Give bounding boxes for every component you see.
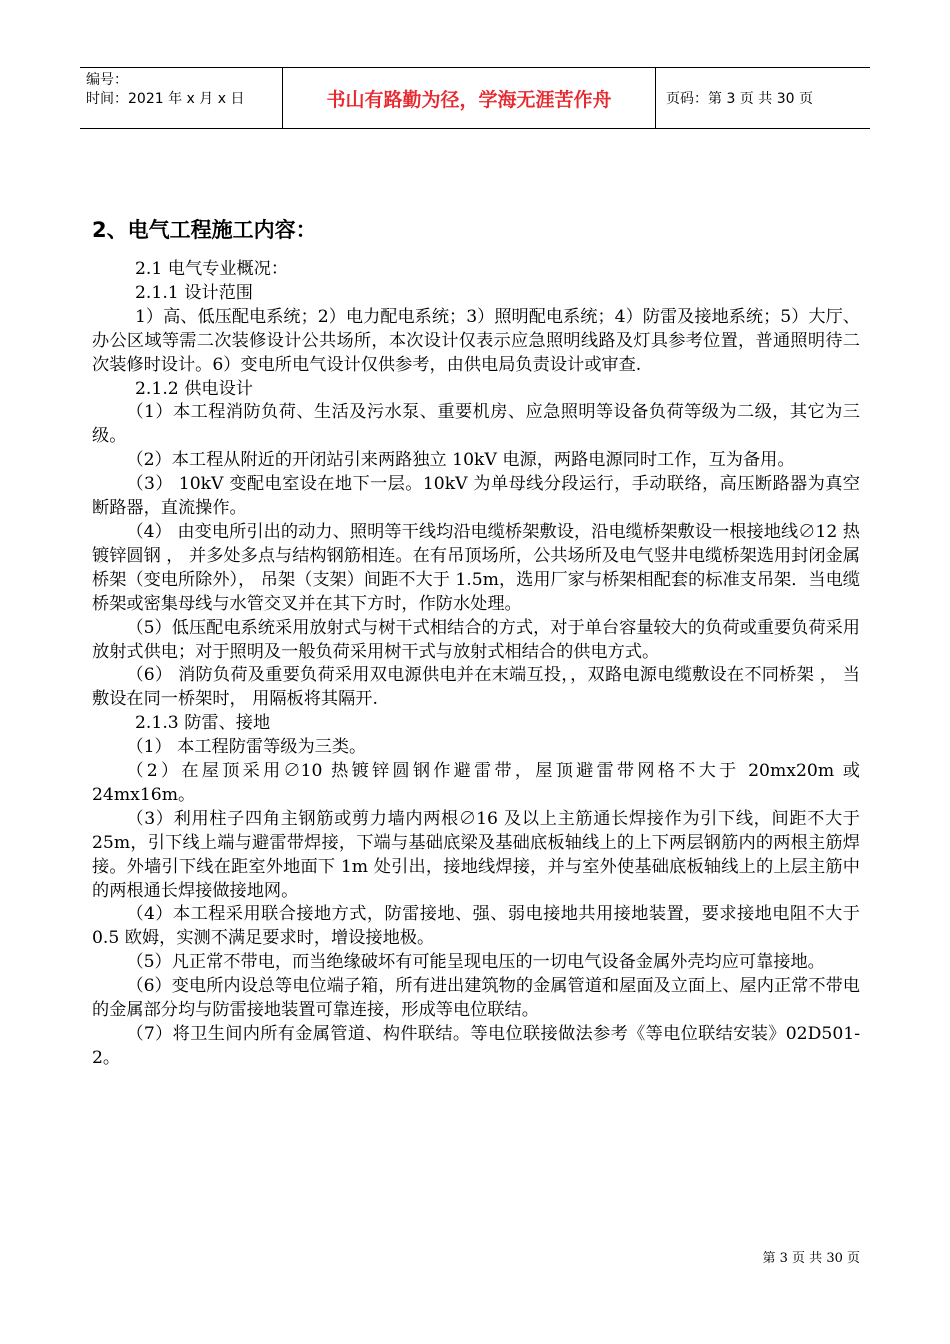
body-paragraph: （6） 消防负荷及重要负荷采用双电源供电并在末端互投，，双路电源电缆敷设在不同桥架 ， 当敷设在同一桥架时， 用隔板将其隔开. xyxy=(92,665,860,710)
body-paragraph: （5）凡正常不带电，而当绝缘破坏有可能呈现电压的一切电气设备金属外壳均应可靠接地。 xyxy=(126,952,825,973)
body-paragraph: 1）高、低压配电系统；2）电力配电系统；3）照明配电系统；4）防雷及接地系统；5）大厅、办公区域等需二次装修设计公共场所，本次设计仅表示应急照明线路及灯具参考位置，普通照明待二次装修时设计。6）变电所电气设计仅供参考，由供电局负责设计或审查. xyxy=(92,306,860,375)
header-motto: 书山有路勤为径，学海无涯苦作舟 xyxy=(282,68,656,128)
body-paragraph: （2）本工程从附近的开闭站引来两路独立 10kV 电源，两路电源同时工作，互为备用。 xyxy=(126,450,795,471)
body-paragraph: （2）在屋顶采用∅10 热镀锌圆钢作避雷带，屋顶避雷带网格不大于 20mx20m 或 24mx16m。 xyxy=(92,761,860,805)
body-paragraph: （3）利用柱子四角主钢筋或剪力墙内两根∅16 及以上主筋通长焊接作为引下线，间距不大于 25m，引下线上端与避雷带焊接，下端与基础底梁及基础底板轴线上的上下两层钢筋内的两根主筋焊接。外墙引下线在距室外地面下 1m 处引出，接地线焊接，并与室外使基础底板轴线上的上层主筋中的两根通长焊接做接地网。 xyxy=(92,808,860,901)
header-meta xyxy=(80,68,282,128)
body-paragraph: （6）变电所内设总等电位端子箱，所有进出建筑物的金属管道和屋面及立面上、屋内正常不带电的金属部分均与防雷接地装置可靠连接，形成等电位联结。 xyxy=(92,976,860,1021)
body-paragraph: （1）本工程消防负荷、生活及污水泵、重要机房、应急照明等设备负荷等级为二级，其它为三级。 xyxy=(92,402,860,447)
document-body xyxy=(92,258,860,1071)
subheading: 2.1.3 防雷、接地 xyxy=(135,713,271,734)
page-header xyxy=(80,67,870,129)
document-number-label: 编号： xyxy=(86,72,128,88)
body-paragraph: （5）低压配电系统采用放射式与树干式相结合的方式，对于单台容量较大的负荷或重要负荷采用放射式供电；对于照明及一般负荷采用树干式与放射式相结合的供电方式。 xyxy=(92,617,860,662)
body-paragraph: （7）将卫生间内所有金属管道、构件联结。等电位联接做法参考《等电位联结安装》02D501-2。 xyxy=(92,1024,860,1068)
body-paragraph: （3） 10kV 变配电室设在地下一层。10kV 为单母线分段运行，手动联络，高压断路器为真空断路器，直流操作。 xyxy=(92,474,860,519)
body-paragraph: （1） 本工程防雷等级为三类。 xyxy=(126,737,367,758)
section-title: 2、电气工程施工内容： xyxy=(92,218,317,242)
document-date: 时间：2021 年 x 月 x 日 xyxy=(86,91,245,107)
subheading: 2.1.2 供电设计 xyxy=(135,378,253,399)
header-page-info: 页码：第 3 页 共 30 页 xyxy=(666,91,813,107)
body-paragraph: （4） 由变电所引出的动力、照明等干线均沿电缆桥架敷设，沿电缆桥架敷设一根接地线∅12 热镀锌圆钢 ， 并多处多点与结构钢筋相连。在有吊顶场所，公共场所及电气竖井电缆桥架选用封闭金属桥架（变电所除外）， 吊架（支架）间距不大于 1.5m，选用厂家与桥架相配套的标准支吊架．当电缆桥架或密集母线与水管交叉并在其下方时，作防水处理。 xyxy=(92,521,860,614)
page-footer: 第 3 页 共 30 页 xyxy=(762,1251,860,1266)
subheading: 2.1.1 设计范围 xyxy=(135,282,253,303)
body-paragraph: （4）本工程采用联合接地方式，防雷接地、强、弱电接地共用接地装置，要求接地电阻不大于 0.5 欧姆，实测不满足要求时，增设接地极。 xyxy=(92,904,860,949)
subheading: 2.1 电气专业概况： xyxy=(135,259,289,279)
